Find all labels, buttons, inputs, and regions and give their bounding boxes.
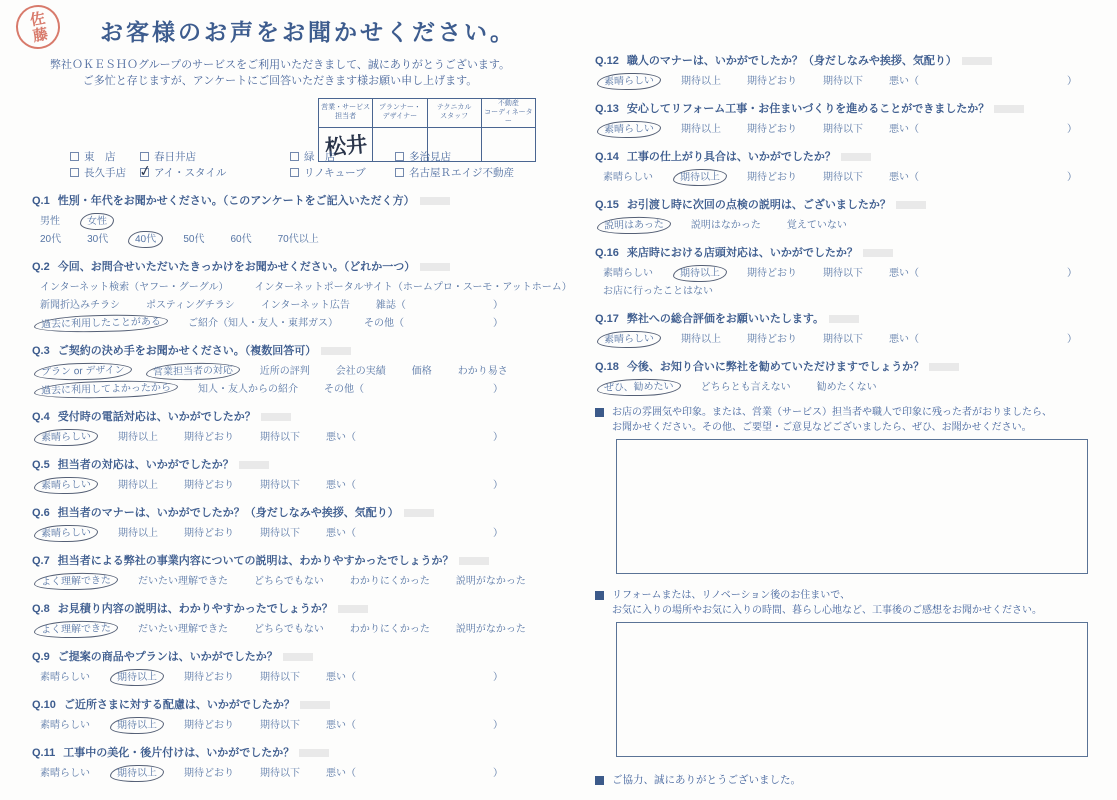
question-option-rows <box>32 526 537 541</box>
question-block <box>32 408 537 445</box>
answer-option[interactable]: 期待以上 <box>118 432 158 443</box>
option-row <box>595 218 1111 233</box>
question-heading <box>32 504 537 521</box>
question-heading <box>595 148 1111 165</box>
store-label: アイ・スタイル <box>154 166 227 179</box>
answer-option[interactable]: わかりにくかった <box>349 624 430 635</box>
answer-option[interactable]: 50代 <box>183 234 205 245</box>
answer-option[interactable]: だいたい理解できた <box>138 576 228 587</box>
answer-option[interactable]: ） <box>1067 124 1077 135</box>
answer-option[interactable]: 期待以上 <box>118 528 158 539</box>
answer-option[interactable]: 期待以上 <box>681 334 721 345</box>
answer-option[interactable]: 期待以下 <box>823 76 863 87</box>
question-heading <box>595 310 1111 327</box>
answer-option[interactable]: 期待どおり <box>747 172 797 183</box>
store-selection <box>70 148 530 180</box>
answer-option[interactable]: よく理解できた <box>34 620 118 639</box>
question-option-rows <box>595 380 1111 395</box>
question-number: Q.18 <box>595 361 619 373</box>
answer-option[interactable]: 期待以下 <box>260 480 300 491</box>
answer-option[interactable]: 素晴らしい <box>34 476 98 495</box>
question-option-rows <box>32 718 537 733</box>
question-block <box>32 744 537 781</box>
answer-option[interactable]: 期待以上 <box>110 668 164 686</box>
comment-prompt-line: お聞かせください。その他、ご要望・ご意見などございましたら、ぜひ、お聞かせください。 <box>612 421 1032 433</box>
answer-option[interactable]: 近所の評判 <box>259 366 310 377</box>
option-row <box>595 170 1111 185</box>
question-number: Q.6 <box>32 507 50 519</box>
question-title: 今後、お知り合いに弊社を勧めていただけますでしょうか？ <box>627 361 959 373</box>
store-label: 多治見店 <box>409 150 451 163</box>
question-heading <box>32 192 537 209</box>
answer-option[interactable]: どちらでもない <box>254 624 324 635</box>
answer-option[interactable]: 40代 <box>128 231 164 249</box>
question-option-rows <box>595 122 1111 137</box>
question-title: 弊社への総合評価をお願いいたします。 <box>627 313 859 325</box>
question-block <box>595 310 1111 347</box>
option-row <box>32 364 537 379</box>
store-label: 春日井店 <box>154 150 196 163</box>
square-bullet-icon <box>595 408 604 417</box>
question-option-rows <box>32 214 537 247</box>
question-heading <box>32 552 537 569</box>
question-title: 工事中の美化・後片付けは、いかがでしたか？ <box>63 747 329 759</box>
question-block <box>595 196 1111 233</box>
question-number: Q.7 <box>32 555 50 567</box>
question-heading <box>595 52 1111 69</box>
answer-option[interactable]: ） <box>493 480 503 491</box>
option-row <box>32 718 537 733</box>
store-checkbox[interactable] <box>140 168 149 177</box>
question-option-rows <box>595 332 1111 347</box>
question-block <box>595 100 1111 137</box>
answer-option[interactable]: 価格 <box>411 366 432 377</box>
question-column-left <box>32 192 572 792</box>
store-checkbox[interactable] <box>290 152 299 161</box>
answer-option[interactable]: 期待どおり <box>184 432 234 443</box>
answer-option[interactable]: 説明はあった <box>597 216 671 235</box>
answer-option[interactable]: ） <box>1067 268 1077 279</box>
closing-line <box>595 772 1111 787</box>
answer-option[interactable]: ） <box>493 768 503 779</box>
answer-option[interactable]: 期待以上 <box>673 264 727 282</box>
comment-prompt-lines <box>612 406 1052 435</box>
answer-option[interactable]: 期待どおり <box>184 672 234 683</box>
answer-option[interactable]: 悪い（ <box>326 768 356 779</box>
answer-option[interactable]: 期待以下 <box>823 124 863 135</box>
store-option[interactable] <box>70 148 140 164</box>
option-row <box>32 280 572 295</box>
question-block <box>32 504 537 541</box>
comment-prompt-line: リフォームまたは、リノベーション後のお住まいで、 <box>612 590 851 601</box>
store-label: 長久手店 <box>84 166 126 179</box>
store-label: リノキューブ <box>304 166 366 179</box>
option-row <box>595 74 1111 89</box>
option-row <box>595 380 1111 395</box>
staff-role-line1: テクニカル <box>436 104 472 112</box>
answer-option[interactable]: よく理解できた <box>34 572 118 591</box>
question-number: Q.15 <box>595 199 619 211</box>
answer-option[interactable]: 期待以上 <box>110 716 164 734</box>
question-number: Q.14 <box>595 151 619 163</box>
answer-option[interactable]: 期待どおり <box>184 480 234 491</box>
question-number: Q.10 <box>32 699 56 711</box>
option-row <box>32 316 537 331</box>
answer-option[interactable]: 悪い（ <box>326 720 356 731</box>
answer-option[interactable]: 悪い（ <box>889 268 919 279</box>
question-option-rows <box>595 218 1111 233</box>
option-row <box>32 622 537 637</box>
answer-option[interactable]: 説明がなかった <box>455 576 526 587</box>
question-heading <box>32 258 537 275</box>
answer-option[interactable]: 期待以下 <box>823 334 863 345</box>
answer-option[interactable]: 過去に利用したことがある <box>34 313 168 334</box>
question-title: ご提案の商品やプランは、いかがでしたか？ <box>58 651 313 663</box>
answer-option[interactable]: インターネット広告 <box>260 300 350 311</box>
question-block <box>32 552 537 589</box>
question-block <box>595 148 1111 185</box>
comment-prompt <box>595 406 1111 435</box>
store-checkbox[interactable] <box>395 168 404 177</box>
answer-option[interactable]: 素晴らしい <box>34 524 98 543</box>
question-title: ご近所さまに対する配慮は、いかがでしたか？ <box>64 699 330 711</box>
answer-option[interactable]: 悪い（ <box>326 432 356 443</box>
question-title: 安心してリフォーム工事・お住まいづくりを進めることができましたか？ <box>627 103 1024 115</box>
question-number: Q.1 <box>32 195 50 207</box>
question-heading <box>32 408 537 425</box>
option-row <box>32 382 537 397</box>
question-heading <box>32 744 537 761</box>
intro-text <box>30 58 530 90</box>
question-block <box>595 358 1111 395</box>
answer-option[interactable]: 女性 <box>80 213 114 231</box>
staff-role-line1: プランナー・ <box>378 104 421 112</box>
answer-option[interactable]: 説明はなかった <box>690 220 761 231</box>
question-option-rows <box>595 266 1111 299</box>
store-checkbox[interactable] <box>140 152 149 161</box>
answer-option[interactable]: 勧めたくない <box>816 382 877 393</box>
answer-option[interactable]: 期待どおり <box>184 720 234 731</box>
answer-option[interactable]: 素晴らしい <box>603 172 653 183</box>
question-block <box>32 258 572 331</box>
question-heading <box>595 244 1111 261</box>
answer-option[interactable]: お店に行ったことはない <box>603 286 713 297</box>
comment-prompt <box>595 589 1111 618</box>
option-row <box>595 122 1111 137</box>
answer-option[interactable]: ） <box>493 432 503 443</box>
hanko-stamp-text: 佐藤 <box>26 9 50 45</box>
question-heading <box>595 358 1111 375</box>
answer-option[interactable]: 悪い（ <box>326 672 356 683</box>
comment-prompt-line: お気に入りの場所やお気に入りの時間、暮らし心地など、工事後のご感想をお聞かせください。 <box>612 604 1042 616</box>
question-heading <box>32 600 537 617</box>
question-option-rows <box>595 170 1111 185</box>
question-number: Q.2 <box>32 261 50 273</box>
square-bullet-icon <box>595 591 604 600</box>
answer-option[interactable]: だいたい理解できた <box>138 624 228 635</box>
comment-box[interactable] <box>616 622 1088 757</box>
question-block <box>32 696 537 733</box>
store-checkbox[interactable] <box>395 152 404 161</box>
option-row <box>32 430 537 445</box>
store-row <box>70 164 530 180</box>
answer-option[interactable]: 悪い（ <box>326 480 356 491</box>
staff-role-line1: 営業・サービス <box>321 104 371 112</box>
store-option[interactable] <box>290 148 395 164</box>
answer-option[interactable]: わかり易さ <box>457 366 508 377</box>
square-bullet-icon <box>595 776 604 785</box>
answer-option[interactable]: どちらとも言えない <box>700 382 791 393</box>
store-option[interactable] <box>140 164 290 180</box>
store-label: 緑 店 <box>304 150 336 163</box>
question-number: Q.17 <box>595 313 619 325</box>
staff-table-header-cell <box>427 99 481 128</box>
answer-option[interactable]: 素晴らしい <box>34 428 98 447</box>
question-block <box>32 648 537 685</box>
hanko-stamp <box>13 2 64 53</box>
question-block <box>595 52 1111 89</box>
question-option-rows <box>32 364 537 397</box>
question-title: 担当者のマナーは、いかがでしたか？（身だしなみや挨拶、気配り） <box>58 507 434 519</box>
staff-role-line2: 担当者 <box>335 113 357 121</box>
answer-option[interactable]: 60代 <box>230 234 252 245</box>
answer-option[interactable]: 期待以上 <box>118 480 158 491</box>
question-title: 工事の仕上がり具合は、いかがでしたか？ <box>627 151 871 163</box>
closing-text: ご協力、誠にありがとうございました。 <box>612 774 801 786</box>
answer-option[interactable]: 期待以下 <box>260 720 300 731</box>
question-option-rows <box>32 574 537 589</box>
store-option[interactable] <box>395 164 530 180</box>
question-number: Q.11 <box>32 747 56 759</box>
answer-option[interactable]: 期待以上 <box>681 76 721 87</box>
question-heading <box>595 196 1111 213</box>
handwritten-staff-name: 松井 <box>323 130 368 160</box>
answer-option[interactable]: 30代 <box>87 234 109 245</box>
comment-section <box>595 406 1111 574</box>
answer-option[interactable]: 期待どおり <box>747 124 797 135</box>
answer-option[interactable]: 悪い（ <box>889 76 919 87</box>
question-heading <box>32 456 537 473</box>
answer-option[interactable]: ） <box>493 720 503 731</box>
staff-role-line2: デザイナー <box>382 113 418 121</box>
store-label: 東 店 <box>84 150 116 163</box>
answer-option[interactable]: 70代以上 <box>277 234 319 245</box>
staff-table-header-cell <box>373 99 427 128</box>
question-heading <box>32 696 537 713</box>
question-heading <box>595 100 1111 117</box>
answer-option[interactable]: 知人・友人からの紹介 <box>198 384 298 395</box>
answer-option[interactable]: 素晴らしい <box>597 72 661 91</box>
staff-table-header-cell <box>319 99 373 128</box>
answer-option[interactable]: ） <box>1067 76 1077 87</box>
question-number: Q.13 <box>595 103 619 115</box>
answer-option[interactable]: 期待以下 <box>260 672 300 683</box>
answer-option[interactable]: 期待どおり <box>747 76 797 87</box>
intro-line-2: ご多忙と存じますが、アンケートにご回答いただきます様お願い申し上げます。 <box>82 74 478 87</box>
answer-option[interactable]: 素晴らしい <box>597 120 661 139</box>
answer-option[interactable]: 期待以下 <box>260 528 300 539</box>
option-row <box>32 298 537 313</box>
question-title: お見積り内容の説明は、わかりやすかったでしょうか？ <box>58 603 368 615</box>
answer-option[interactable]: ご紹介（知人・友人・東邦ガス） <box>188 318 338 329</box>
staff-table-header-row <box>319 99 536 128</box>
answer-option[interactable]: 素晴らしい <box>603 268 653 279</box>
answer-option[interactable]: 悪い（ <box>889 334 919 345</box>
right-column <box>595 52 1111 787</box>
store-option[interactable] <box>290 164 395 180</box>
option-row <box>32 478 537 493</box>
option-row <box>595 284 1111 299</box>
option-row <box>32 214 537 229</box>
answer-option[interactable]: 素晴らしい <box>40 768 90 779</box>
question-option-rows <box>595 74 1111 89</box>
answer-option[interactable]: わかりにくかった <box>349 576 430 587</box>
answer-option[interactable]: 期待以上 <box>681 124 721 135</box>
option-row <box>595 332 1111 347</box>
question-title: 担当者の対応は、いかがでしたか？ <box>58 459 269 471</box>
staff-role-line1: 不動産 <box>497 100 519 107</box>
answer-option[interactable]: 期待どおり <box>184 768 234 779</box>
answer-option[interactable]: 期待以下 <box>823 172 863 183</box>
answer-option[interactable]: 男性 <box>40 216 60 227</box>
store-checkbox[interactable] <box>70 168 79 177</box>
question-block <box>595 244 1111 299</box>
answer-option[interactable]: 雑誌（ <box>375 300 406 311</box>
store-option[interactable] <box>140 148 290 164</box>
answer-option[interactable]: ） <box>493 528 503 539</box>
answer-option[interactable]: 20代 <box>40 234 62 245</box>
answer-option[interactable]: 期待どおり <box>747 268 797 279</box>
option-row <box>32 574 537 589</box>
question-number: Q.4 <box>32 411 50 423</box>
question-title: 担当者による弊社の事業内容についての説明は、わかりやすかったでしょうか？ <box>58 555 489 567</box>
answer-option[interactable]: 新聞折込みチラシ <box>40 300 120 311</box>
answer-option[interactable]: ぜひ、勧めたい <box>597 378 681 397</box>
option-row <box>32 766 537 781</box>
store-checkbox[interactable] <box>290 168 299 177</box>
option-row <box>595 266 1111 281</box>
answer-option[interactable]: 悪い（ <box>889 124 919 135</box>
answer-option[interactable]: インターネットポータルサイト（ホームプロ・スーモ・アットホーム） <box>254 282 572 293</box>
question-block <box>32 600 537 637</box>
store-row <box>70 148 530 164</box>
question-option-rows <box>32 670 537 685</box>
answer-option[interactable]: 素晴らしい <box>597 330 661 349</box>
store-option[interactable] <box>395 148 530 164</box>
question-number: Q.5 <box>32 459 50 471</box>
question-option-rows <box>32 280 572 331</box>
question-number: Q.3 <box>32 345 50 357</box>
answer-option[interactable]: 期待以上 <box>673 168 727 186</box>
answer-option[interactable]: ） <box>1067 334 1077 345</box>
answer-option[interactable]: ） <box>493 300 503 311</box>
comment-section <box>595 589 1111 757</box>
option-row <box>32 232 537 247</box>
question-title: 職人のマナーは、いかがでしたか？（身だしなみや挨拶、気配り） <box>627 55 992 67</box>
staff-role-line2: スタッフ <box>440 113 469 121</box>
staff-role-line2: コーディネーター <box>484 108 533 125</box>
question-option-rows <box>32 622 537 637</box>
answer-option[interactable]: ） <box>1067 172 1077 183</box>
question-title: ご契約の決め手をお聞かせください。（複数回答可） <box>58 345 352 357</box>
question-option-rows <box>32 430 537 445</box>
answer-option[interactable]: 悪い（ <box>326 528 356 539</box>
answer-option[interactable]: 期待以下 <box>260 432 300 443</box>
option-row <box>32 526 537 541</box>
question-option-rows <box>32 766 537 781</box>
question-heading <box>32 342 537 359</box>
answer-option[interactable]: 期待以下 <box>260 768 300 779</box>
answer-option[interactable]: 期待どおり <box>184 528 234 539</box>
question-column-right <box>595 52 1111 395</box>
question-block <box>32 456 537 493</box>
answer-option[interactable]: 営業担当者の対応 <box>146 362 240 381</box>
answer-option[interactable]: 説明がなかった <box>455 624 526 635</box>
question-heading <box>32 648 537 665</box>
question-number: Q.12 <box>595 55 619 67</box>
staff-table-header-cell <box>481 99 535 128</box>
answer-option[interactable]: 期待以下 <box>823 268 863 279</box>
comment-box[interactable] <box>616 439 1088 574</box>
comment-prompt-line: お店の雰囲気や印象。または、営業（サービス）担当者や職人で印象に残った者がおりましたら、 <box>612 407 1052 418</box>
question-title: お引渡し時に次回の点検の説明は、ございましたか？ <box>627 199 926 211</box>
option-row <box>32 670 537 685</box>
question-title: 受付時の電話対応は、いかがでしたか？ <box>58 411 291 423</box>
answer-option[interactable]: 悪い（ <box>889 172 919 183</box>
intro-line-1: 弊社ＯＫＥＳＨＯグループのサービスをご利用いただきまして、誠にありがとうございます。 <box>49 59 511 71</box>
store-checkbox[interactable] <box>70 152 79 161</box>
comment-prompt-lines <box>612 589 1042 618</box>
question-block <box>32 342 537 397</box>
answer-option[interactable]: その他（ <box>324 384 364 395</box>
answer-option[interactable]: ） <box>493 384 503 395</box>
answer-option[interactable]: 会社の実績 <box>335 366 386 377</box>
question-number: Q.16 <box>595 247 619 259</box>
question-option-rows <box>32 478 537 493</box>
answer-option[interactable]: ） <box>493 672 503 683</box>
question-number: Q.8 <box>32 603 50 615</box>
question-block <box>32 192 537 247</box>
store-option[interactable] <box>70 164 140 180</box>
answer-option[interactable]: 覚えていない <box>786 220 847 231</box>
page-title: お客様のお声をお聞かせください。 <box>100 19 516 45</box>
answer-option[interactable]: 素晴らしい <box>40 720 90 731</box>
answer-option[interactable]: 期待どおり <box>747 334 797 345</box>
answer-option[interactable]: 過去に利用してよかったから <box>34 379 178 400</box>
question-title: 今回、お問合せいただいたきっかけをお聞かせください。（どれか一つ） <box>58 261 451 273</box>
comment-sections <box>595 406 1111 757</box>
answer-option[interactable]: プラン or デザイン <box>34 362 132 382</box>
answer-option[interactable]: ポスティングチラシ <box>146 300 235 311</box>
answer-option[interactable]: 期待以上 <box>110 764 164 782</box>
answer-option[interactable]: その他（ <box>364 318 404 329</box>
answer-option[interactable]: ） <box>493 318 503 329</box>
question-title: 来店時における店頭対応は、いかがでしたか？ <box>627 247 893 259</box>
answer-option[interactable]: どちらでもない <box>254 576 324 587</box>
store-label: 名古屋Ｒエイジ不動産 <box>409 166 514 179</box>
question-title: 性別・年代をお聞かせください。（このアンケートをご記入いただく方） <box>58 195 450 207</box>
answer-option[interactable]: インターネット検索（ヤフー・グーグル） <box>40 282 229 293</box>
answer-option[interactable]: 素晴らしい <box>40 672 90 683</box>
question-number: Q.9 <box>32 651 50 663</box>
